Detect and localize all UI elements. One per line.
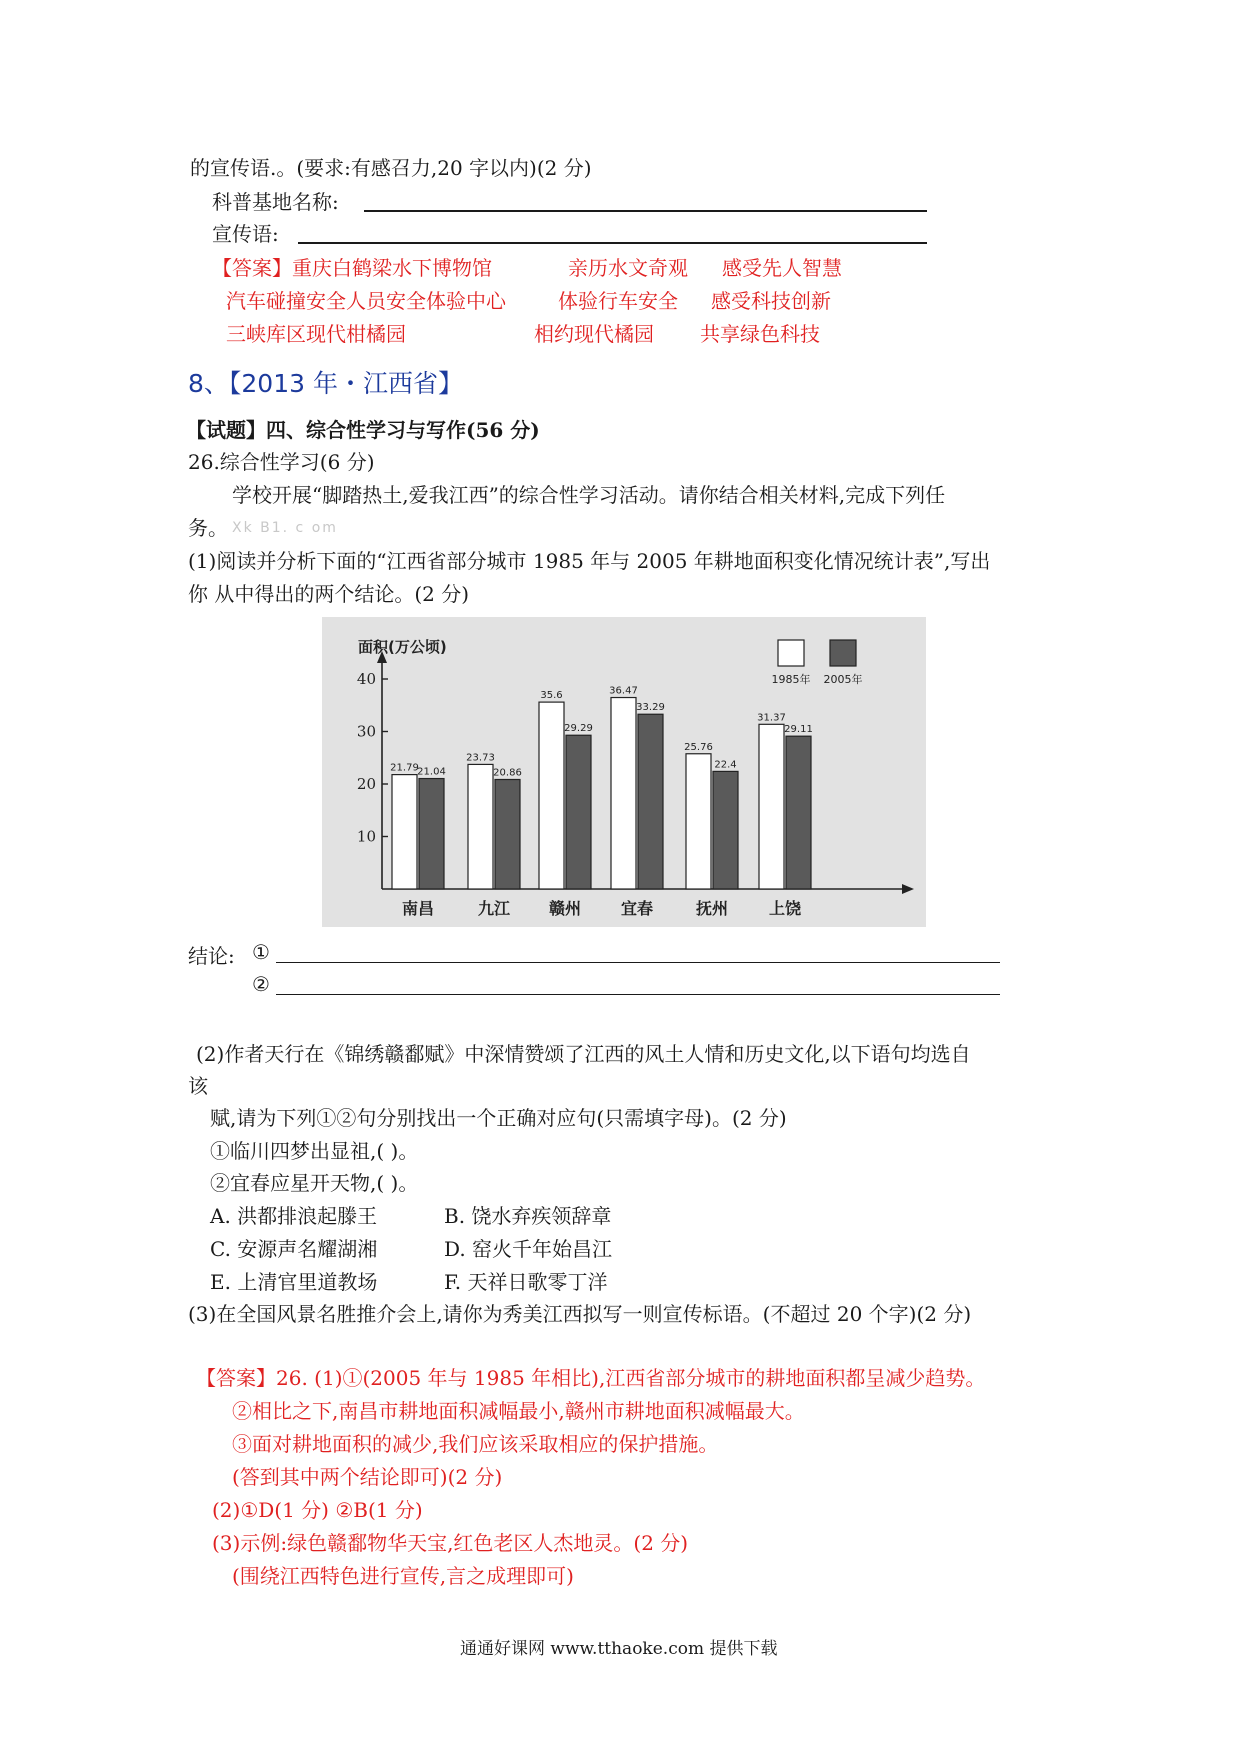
y-axis-label: 面积(万公顷)	[358, 638, 447, 656]
farmland-bar-chart	[322, 617, 926, 927]
bar-2005	[566, 735, 591, 889]
answer26-line-2: ②相比之下,南昌市耕地面积减幅最小,赣州市耕地面积减幅最大。	[232, 1399, 805, 1423]
q2-item-2: ②宜春应星开天物,( )。	[210, 1171, 419, 1195]
bar-value-label: 33.29	[636, 702, 665, 714]
y-tick-label: 20	[356, 775, 376, 793]
conclusion-blank-2[interactable]	[276, 994, 1000, 995]
conclusion-label: 结论:	[188, 944, 235, 968]
bar-value-label: 31.37	[757, 712, 786, 724]
category-label: 上饶	[768, 899, 802, 918]
y-tick-label: 40	[356, 670, 376, 688]
q2-option-e: E. 上清官里道教场	[210, 1270, 378, 1294]
legend-swatch-1985	[778, 640, 804, 666]
bar-value-label: 25.76	[684, 741, 713, 753]
intro-line-2: 务。	[188, 516, 228, 540]
bar-1985	[686, 754, 711, 889]
q2-option-c: C. 安源声名耀湖湘	[210, 1237, 378, 1261]
answer-line-1c: 感受先人智慧	[722, 256, 842, 280]
bar-1985	[759, 724, 784, 889]
answer-line-1a: 【答案】重庆白鹤梁水下博物馆	[212, 256, 492, 280]
bar-1985	[539, 702, 564, 889]
bar-value-label: 29.11	[784, 724, 813, 736]
slogan-label: 宣传语:	[212, 222, 279, 246]
bar-2005	[638, 714, 663, 889]
answer-line-2b: 体验行车安全	[558, 289, 678, 313]
bar-2005	[713, 771, 738, 889]
answer26-line-5: (2)①D(1 分) ②B(1 分)	[212, 1498, 423, 1522]
bar-value-label: 20.86	[493, 767, 522, 779]
section-heading: 8、【2013 年・江西省】	[188, 369, 463, 398]
answer26-line-4: (答到其中两个结论即可)(2 分)	[232, 1465, 503, 1489]
answer-line-2c: 感受科技创新	[711, 289, 831, 313]
answer-line-3b: 相约现代橘园	[534, 322, 654, 346]
q3-line: (3)在全国风景名胜推介会上,请你为秀美江西拟写一则宣传标语。(不超过 20 个字)(2 分)	[188, 1302, 972, 1326]
y-tick-label: 30	[356, 722, 376, 741]
bar-value-label: 22.4	[714, 759, 737, 771]
q2-option-a: A. 洪都排浪起滕王	[210, 1204, 378, 1228]
bar-2005	[419, 779, 444, 889]
q1-line-1: (1)阅读并分析下面的“江西省部分城市 1985 年与 2005 年耕地面积变化情况统计表”,写出	[188, 549, 991, 573]
bar-1985	[468, 764, 493, 889]
answer26-line-7: (围绕江西特色进行宣传,言之成理即可)	[232, 1564, 574, 1588]
y-tick-label: 10	[356, 827, 376, 846]
legend-swatch-2005	[830, 640, 856, 666]
exam-title: 【试题】四、综合性学习与写作(56 分)	[186, 418, 540, 442]
answer-line-3c: 共享绿色科技	[700, 322, 820, 346]
bar-2005	[786, 736, 811, 889]
category-label: 宜春	[620, 899, 654, 918]
base-name-blank	[364, 210, 927, 212]
q2-option-f: F. 天祥日歌零丁洋	[444, 1270, 608, 1294]
bar-value-label: 35.6	[540, 690, 563, 702]
bar-1985	[611, 698, 636, 889]
answer-line-1b: 亲历水文奇观	[568, 256, 688, 280]
q2-option-b: B. 饶水弃疾领辞章	[444, 1204, 612, 1228]
bar-value-label: 23.73	[466, 752, 495, 764]
category-label: 赣州	[548, 899, 582, 918]
bar-value-label: 36.47	[609, 685, 638, 697]
q26-title: 26.综合性学习(6 分)	[188, 450, 375, 474]
answer26-line-6: (3)示例:绿色赣鄱物华天宝,红色老区人杰地灵。(2 分)	[212, 1531, 689, 1555]
q1-line-2: 你 从中得出的两个结论。(2 分)	[188, 582, 470, 606]
q2-option-d: D. 窑火千年始昌江	[444, 1237, 613, 1261]
watermark: Xk B1. c om	[232, 520, 338, 536]
bar-1985	[392, 775, 417, 889]
category-label: 抚州	[695, 899, 729, 918]
bar-value-label: 21.79	[390, 762, 419, 774]
page-footer: 通通好课网 www.tthaoke.com 提供下载	[460, 1639, 778, 1659]
bar-2005	[495, 779, 520, 889]
category-label: 南昌	[401, 899, 435, 918]
bar-value-label: 29.29	[564, 723, 593, 735]
q2-line-3: 赋,请为下列①②句分别找出一个正确对应句(只需填字母)。(2 分)	[210, 1106, 787, 1130]
legend-label: 2005年	[823, 673, 863, 686]
answer26-line-3: ③面对耕地面积的减少,我们应该采取相应的保护措施。	[232, 1432, 719, 1456]
q2-item-1: ①临川四梦出显祖,( )。	[210, 1139, 419, 1163]
intro-line-1: 学校开展“脚踏热土,爱我江西”的综合性学习活动。请你结合相关材料,完成下列任	[232, 483, 946, 507]
conclusion-mark-2: ②	[252, 972, 270, 996]
legend-label: 1985年	[771, 673, 811, 686]
slogan-blank	[298, 242, 927, 244]
q2-line-1: (2)作者天行在《锦绣赣鄱赋》中深情赞颂了江西的风土人情和历史文化,以下语句均选自	[196, 1042, 971, 1066]
conclusion-blank-1[interactable]	[276, 962, 1000, 963]
bar-value-label: 21.04	[417, 766, 446, 778]
answer-line-2a: 汽车碰撞安全人员安全体验中心	[226, 289, 506, 313]
answer26-line-1: 【答案】26. (1)①(2005 年与 1985 年相比),江西省部分城市的耕地面积都呈减少趋势。	[196, 1366, 986, 1390]
base-name-label: 科普基地名称:	[212, 190, 339, 214]
answer-line-3a: 三峡库区现代柑橘园	[226, 322, 406, 346]
top-instruction: 的宣传语.。(要求:有感召力,20 字以内)(2 分)	[190, 156, 592, 180]
q2-line-2: 该	[188, 1074, 208, 1098]
category-label: 九江	[477, 899, 511, 918]
conclusion-mark-1: ①	[252, 940, 270, 964]
